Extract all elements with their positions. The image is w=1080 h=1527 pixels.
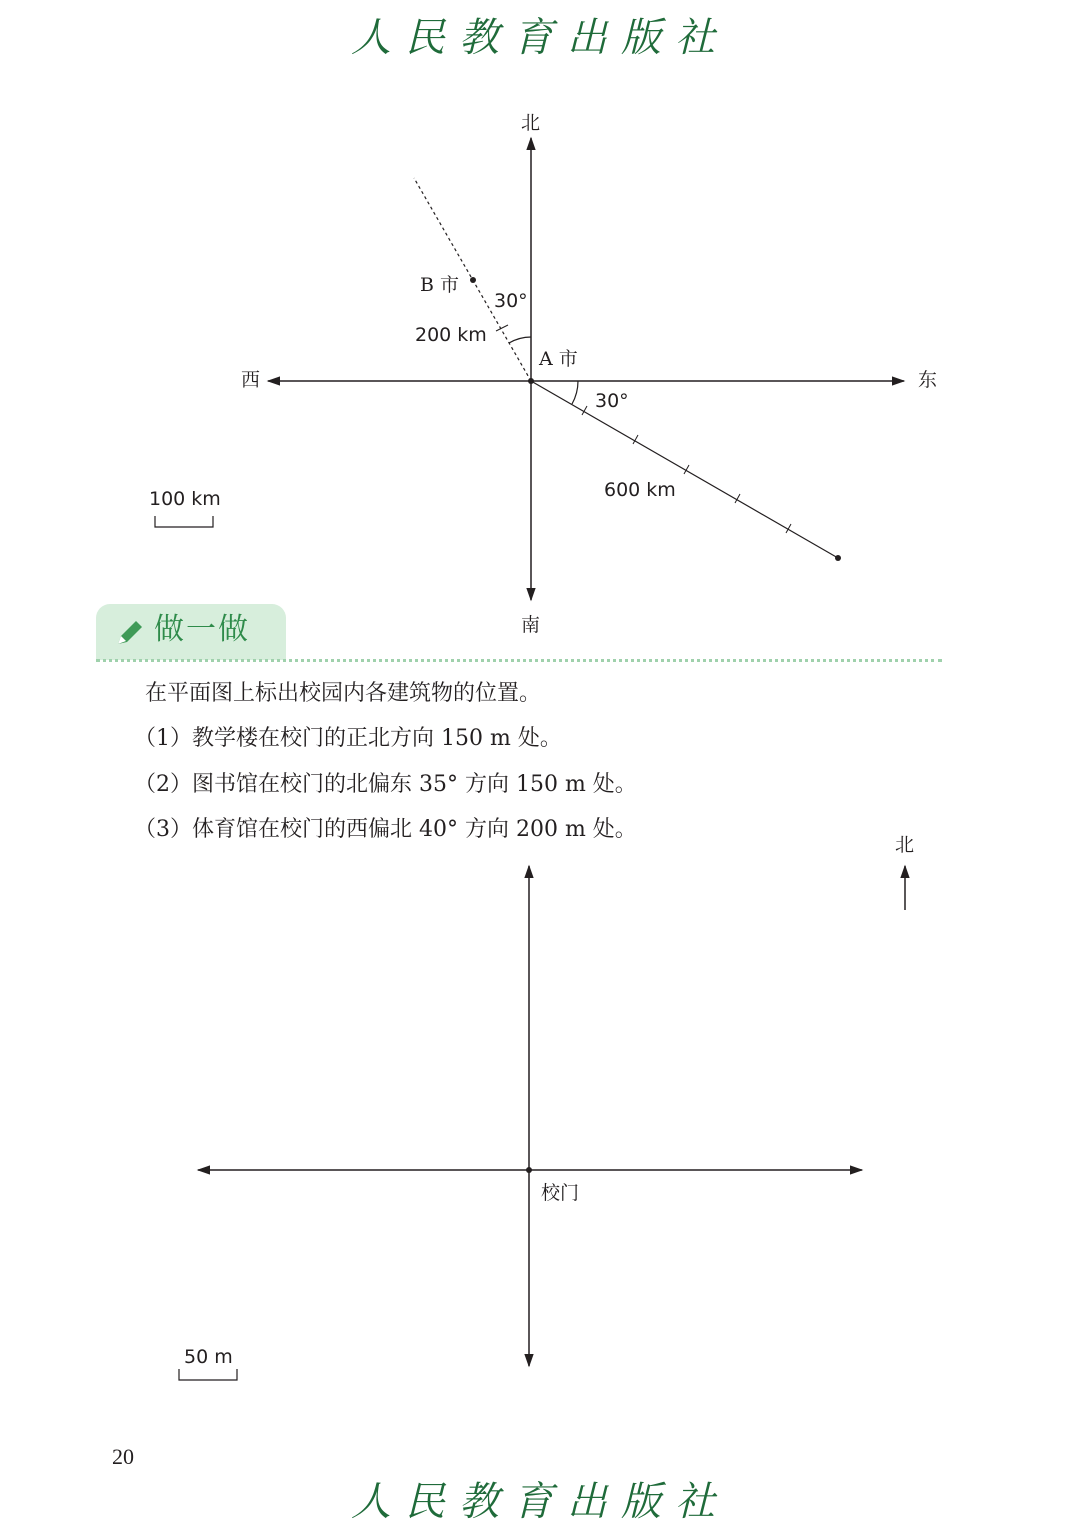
fig1-north-label: 北: [521, 112, 541, 134]
task-intro: 在平面图上标出校园内各建筑物的位置。: [145, 681, 542, 706]
fig1-west-label: 西: [241, 369, 261, 391]
a-city-label: A 市: [539, 348, 578, 370]
gate-point: [526, 1167, 532, 1173]
fig2-scale-label: 50 m: [184, 1346, 233, 1368]
fig1-dashed-tick: [496, 325, 508, 331]
fig1-se-line: [531, 381, 838, 558]
gate-label: 校门: [541, 1182, 580, 1204]
fig1-angle-arc-east: [572, 381, 578, 404]
task-item-1: （1）教学楼在校门的正北方向 150 m 处。: [134, 726, 562, 751]
fig1-scale-bar: [155, 516, 213, 527]
distance-b-label: 200 km: [415, 324, 487, 346]
b-city-label: B 市: [420, 274, 460, 296]
b-city-point: [470, 277, 476, 283]
publisher-logo-bottom: 人民教育出版社: [351, 1479, 729, 1525]
fig1-east-label: 东: [918, 369, 938, 391]
distance-c-label: 600 km: [604, 479, 676, 501]
fig1-scale-label: 100 km: [149, 488, 221, 510]
section-title: 做一做: [154, 612, 250, 647]
fig1-south-label: 南: [521, 614, 541, 636]
angle-b-label: 30°: [494, 290, 528, 312]
task-item-2: （2）图书馆在校门的北偏东 35° 方向 150 m 处。: [134, 772, 637, 797]
se-end-point: [835, 555, 841, 561]
pencil-icon: [112, 616, 146, 650]
a-city-point: [528, 378, 534, 384]
publisher-logo-top: 人民教育出版社: [351, 15, 729, 61]
fig1-angle-arc-north: [509, 337, 531, 343]
section-divider: [96, 659, 942, 662]
fig2-scale-bar: [179, 1369, 237, 1380]
angle-c-label: 30°: [595, 390, 629, 412]
fig2-north-label: 北: [895, 834, 915, 856]
task-item-3: （3）体育馆在校门的西偏北 40° 方向 200 m 处。: [134, 817, 637, 842]
page-number: 20: [112, 1444, 134, 1469]
